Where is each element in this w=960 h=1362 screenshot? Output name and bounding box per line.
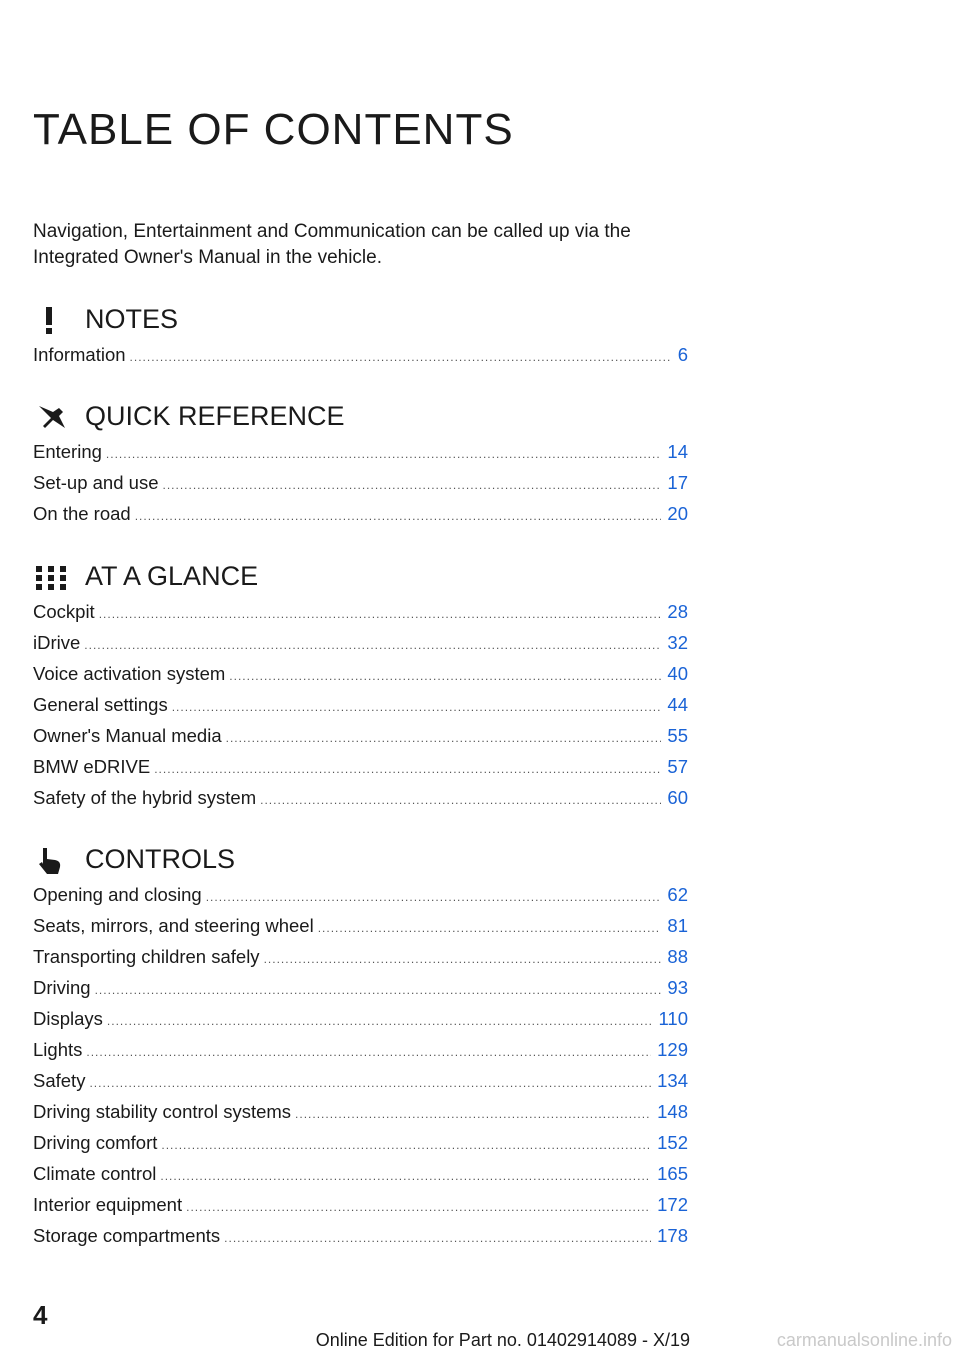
entry-page-link[interactable]: 129	[657, 1039, 688, 1060]
entry-label: General settings	[33, 694, 168, 715]
entry-page-link[interactable]: 60	[667, 787, 688, 808]
section-title: AT A GLANCE	[85, 561, 259, 591]
dot-leader	[162, 470, 661, 501]
dot-leader	[161, 1130, 651, 1161]
dot-leader	[295, 1099, 651, 1130]
entry-list	[33, 339, 688, 370]
entry-page-link[interactable]: 81	[667, 915, 688, 936]
section-title: QUICK REFERENCE	[85, 401, 345, 431]
dot-leader	[107, 1006, 653, 1037]
section-header	[33, 398, 688, 436]
entry-page-link[interactable]: 172	[657, 1194, 688, 1215]
toc-entry[interactable]	[33, 1034, 688, 1065]
dot-leader	[224, 1223, 651, 1254]
toc-entry[interactable]	[33, 782, 688, 813]
dot-leader	[154, 754, 661, 785]
section-header	[33, 558, 688, 596]
entry-label: Displays	[33, 1008, 103, 1029]
entry-page-link[interactable]: 44	[667, 694, 688, 715]
entry-page-link[interactable]: 40	[667, 663, 688, 684]
toc-entry[interactable]	[33, 1189, 688, 1220]
dot-leader	[95, 975, 662, 1006]
section-quick-reference	[33, 398, 688, 529]
entry-label: Driving	[33, 977, 91, 998]
dot-leader	[106, 439, 662, 470]
entry-label: On the road	[33, 503, 131, 524]
entry-label: Safety	[33, 1070, 86, 1091]
section-header	[33, 301, 688, 339]
intro-text: Navigation, Entertainment and Communication can be called up via the Integrated Owner's Manual in the vehicle.	[33, 221, 631, 268]
entry-page-link[interactable]: 55	[667, 725, 688, 746]
entry-label: Lights	[33, 1039, 83, 1060]
toc-entry[interactable]	[33, 658, 688, 689]
entry-page-link[interactable]: 28	[667, 601, 688, 622]
toc-entry[interactable]	[33, 751, 688, 782]
grid-icon	[33, 562, 69, 592]
toc-entry[interactable]	[33, 1220, 688, 1251]
entry-page-link[interactable]: 32	[667, 632, 688, 653]
section-at-a-glance	[33, 558, 688, 813]
toc-entry[interactable]	[33, 467, 688, 498]
entry-page-link[interactable]: 17	[667, 472, 688, 493]
dot-leader	[260, 785, 661, 816]
toc-entry[interactable]	[33, 689, 688, 720]
dot-leader	[84, 630, 661, 661]
entry-page-link[interactable]: 6	[677, 344, 688, 365]
section-title: NOTES	[85, 304, 179, 334]
toc-entry[interactable]	[33, 879, 688, 910]
entry-page-link[interactable]: 148	[657, 1101, 688, 1122]
entry-list	[33, 596, 688, 813]
dot-leader	[89, 1068, 651, 1099]
exclamation-icon	[33, 305, 69, 335]
toc-entry[interactable]	[33, 339, 688, 370]
watermark: carmanualsonline.info	[776, 1330, 952, 1350]
toc-entry[interactable]	[33, 720, 688, 751]
entry-label: Driving comfort	[33, 1132, 158, 1153]
dot-leader	[135, 501, 662, 532]
entry-page-link[interactable]: 14	[667, 441, 688, 462]
footer-edition-text: Online Edition for Part no. 01402914089 - X/19	[315, 1330, 690, 1350]
toc-entry[interactable]	[33, 1003, 688, 1034]
toc-entry[interactable]	[33, 436, 688, 467]
section-title: CONTROLS	[85, 844, 236, 874]
entry-label: Opening and closing	[33, 884, 202, 905]
toc-entry[interactable]	[33, 910, 688, 941]
page-title: TABLE OF CONTENTS	[33, 105, 514, 154]
pin-icon	[33, 402, 69, 432]
toc-entry[interactable]	[33, 627, 688, 658]
dot-leader	[229, 661, 661, 692]
toc-entry[interactable]	[33, 498, 688, 529]
entry-label: Driving stability control systems	[33, 1101, 292, 1122]
toc-entry[interactable]	[33, 972, 688, 1003]
entry-page-link[interactable]: 152	[657, 1132, 688, 1153]
entry-label: Information	[33, 344, 126, 365]
entry-label: Transporting children safely	[33, 946, 260, 967]
entry-page-link[interactable]: 62	[667, 884, 688, 905]
page-number: 4	[33, 1300, 48, 1330]
entry-label: Set-up and use	[33, 472, 159, 493]
entry-page-link[interactable]: 20	[667, 503, 688, 524]
dot-leader	[206, 882, 662, 913]
entry-label: Climate control	[33, 1163, 157, 1184]
dot-leader	[160, 1161, 651, 1192]
toc-entry[interactable]	[33, 1158, 688, 1189]
dot-leader	[99, 599, 662, 630]
toc-entry[interactable]	[33, 1096, 688, 1127]
toc-entry[interactable]	[33, 941, 688, 972]
dot-leader	[264, 944, 662, 975]
entry-page-link[interactable]: 110	[658, 1008, 688, 1029]
section-header	[33, 841, 688, 879]
entry-label: Storage compartments	[33, 1225, 221, 1246]
hand-pointer-icon	[33, 845, 69, 875]
entry-label: Safety of the hybrid system	[33, 787, 257, 808]
dot-leader	[186, 1192, 651, 1223]
entry-label: Owner's Manual media	[33, 725, 222, 746]
entry-label: Voice activation system	[33, 663, 226, 684]
entry-label: BMW eDRIVE	[33, 756, 151, 777]
entry-page-link[interactable]: 57	[667, 756, 688, 777]
toc-entry[interactable]	[33, 1065, 688, 1096]
section-notes	[33, 301, 688, 370]
entry-label: iDrive	[33, 632, 81, 653]
section-controls	[33, 841, 688, 1251]
toc-entry[interactable]	[33, 596, 688, 627]
dot-leader	[226, 723, 662, 754]
entry-label: Seats, mirrors, and steering wheel	[33, 915, 314, 936]
dot-leader	[318, 913, 662, 944]
entry-page-link[interactable]: 134	[657, 1070, 688, 1091]
entry-label: Cockpit	[33, 601, 95, 622]
toc-entry[interactable]	[33, 1127, 688, 1158]
entry-list	[33, 879, 688, 1251]
dot-leader	[86, 1037, 651, 1068]
entry-page-link[interactable]: 178	[657, 1225, 688, 1246]
dot-leader	[172, 692, 662, 723]
entry-page-link[interactable]: 93	[667, 977, 688, 998]
dot-leader	[130, 342, 672, 373]
entry-page-link[interactable]: 165	[657, 1163, 688, 1184]
entry-label: Entering	[33, 441, 102, 462]
entry-list	[33, 436, 688, 529]
entry-label: Interior equipment	[33, 1194, 183, 1215]
entry-page-link[interactable]: 88	[667, 946, 688, 967]
